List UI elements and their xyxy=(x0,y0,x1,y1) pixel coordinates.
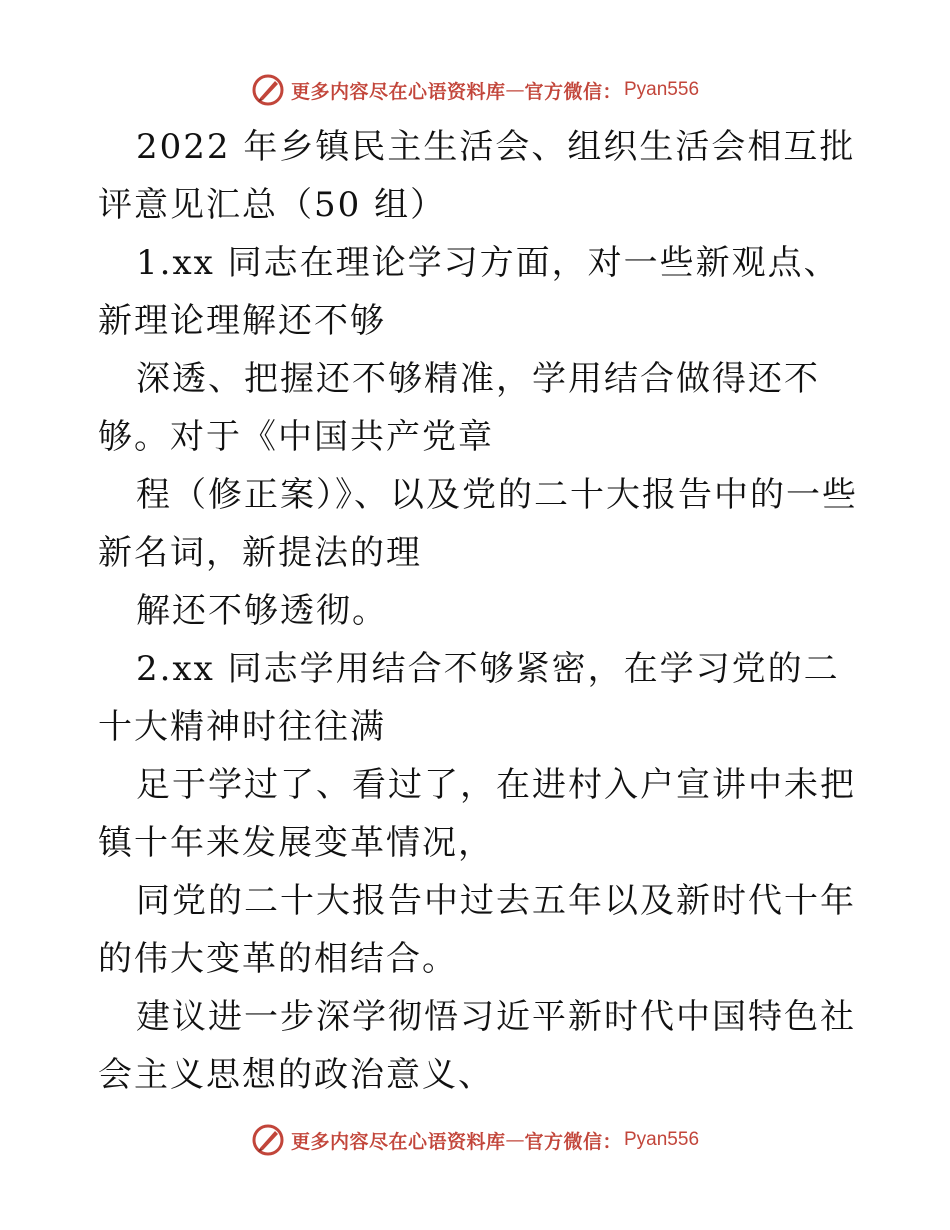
banner-wechat-id: Pyan556 xyxy=(624,1129,700,1150)
paragraph: 解还不够透彻。 xyxy=(136,591,388,631)
header-banner xyxy=(0,70,950,110)
paragraph: 1.xx 同志在理论学习方面，对一些新观点、新理论理解还不够 xyxy=(98,243,840,341)
document-title: 2022 年乡镇民主生活会、组织生活会相互批评意见汇总（50 组） xyxy=(98,127,856,225)
quill-pen-logo-icon xyxy=(251,1123,285,1157)
banner-slogan: 更多内容尽在心语资料库 xyxy=(290,1130,506,1153)
banner-dash: — xyxy=(505,1129,525,1151)
paragraph: 深透、把握还不够精准，学用结合做得还不够。对于《中国共产党章 xyxy=(98,359,820,457)
paragraph: 足于学过了、看过了，在进村入户宣讲中未把镇十年来发展变革情况， xyxy=(98,765,856,863)
banner-wechat-label: 官方微信： xyxy=(524,80,622,103)
banner-slogan: 更多内容尽在心语资料库 xyxy=(290,80,506,103)
paragraph: 2.xx 同志学用结合不够紧密，在学习党的二十大精神时往往满 xyxy=(98,649,840,747)
banner-wechat-label: 官方微信： xyxy=(524,1130,622,1153)
banner-wechat-id: Pyan556 xyxy=(624,79,700,100)
footer-banner xyxy=(0,1120,950,1160)
paragraph: 程（修正案）》、以及党的二十大报告中的一些新名词，新提法的理 xyxy=(98,475,858,573)
quill-pen-logo-icon xyxy=(251,73,285,107)
paragraph: 同党的二十大报告中过去五年以及新时代十年的伟大变革的相结合。 xyxy=(98,881,856,979)
banner-dash: — xyxy=(505,79,525,101)
paragraph: 建议进一步深学彻悟习近平新时代中国特色社会主义思想的政治意义、 xyxy=(98,997,856,1095)
document-body xyxy=(98,118,858,1104)
